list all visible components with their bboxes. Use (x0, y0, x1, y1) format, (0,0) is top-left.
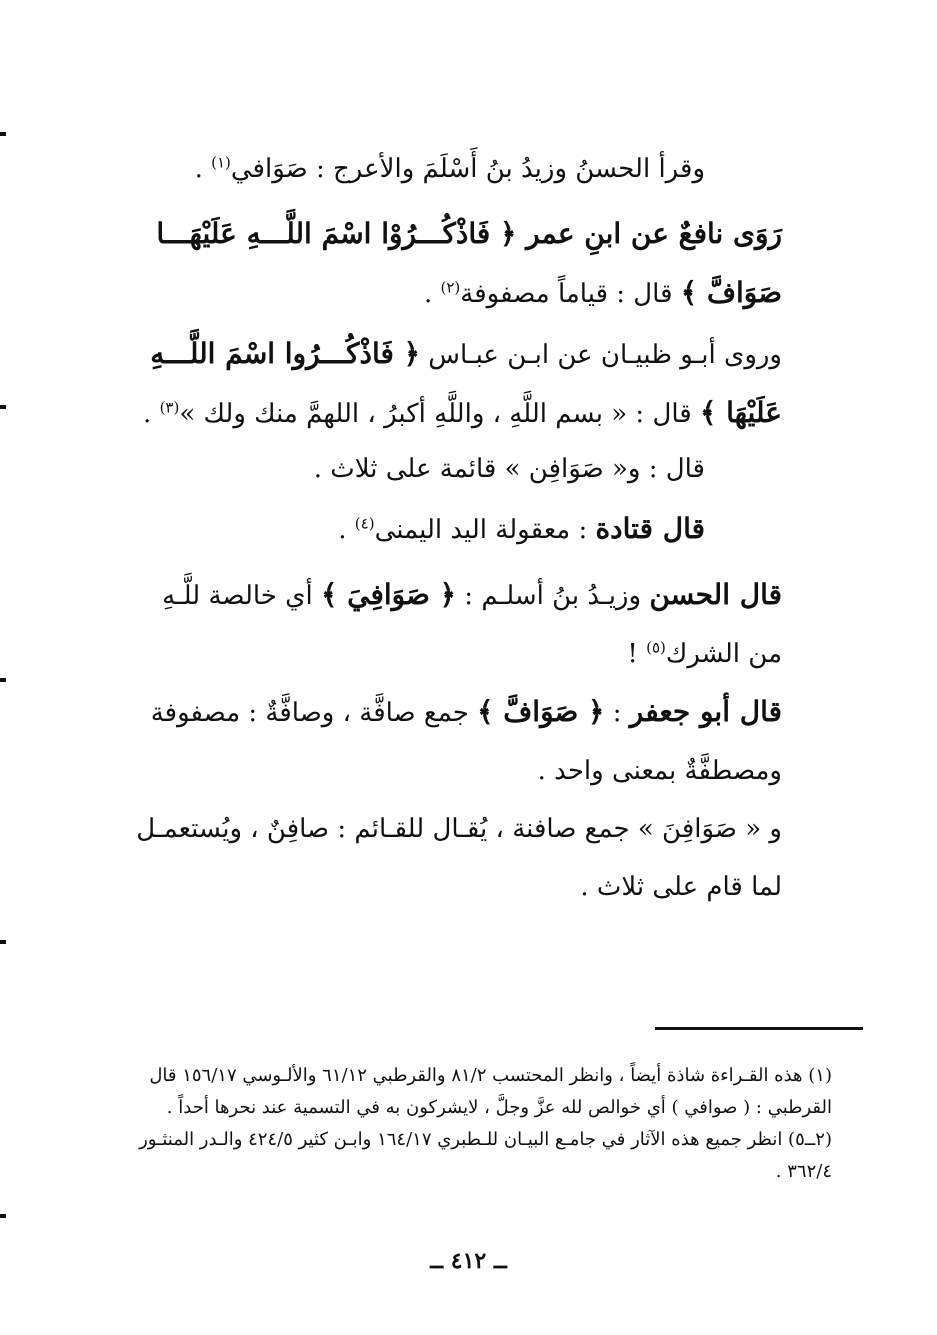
bold-text: قال قتادة (595, 512, 705, 545)
text-line (235, 440, 705, 498)
text-run: قال : « بسم اللَّهِ ، واللَّهِ أكبرُ ، اللهمَّ منك ولك » (179, 399, 700, 429)
text-run: ! (627, 639, 647, 669)
bold-text: صَوَافَّ ﴾ (680, 276, 782, 309)
bold-text: ﴿ صَوَافَّ ﴾ (477, 695, 605, 728)
footnote-ref: (٣) (159, 398, 180, 417)
bold-text: عَلَيْهَا ﴾ (699, 396, 782, 429)
margin-mark (0, 132, 6, 136)
text-run: وقرأ الحسنُ وزيدُ بنُ أَسْلَمَ والأعرج : صَوَافي (230, 154, 705, 184)
text-run: من الشرك (665, 639, 782, 669)
margin-mark (0, 405, 6, 409)
text-run: لما قام على ثلاث . (580, 872, 782, 902)
paragraph (143, 325, 782, 443)
footnote-ref: (٢) (440, 278, 461, 297)
text-line (152, 625, 782, 683)
text-run: : معقولة اليد اليمنى (374, 515, 596, 545)
text-run: جمع صافَّة ، وصافَّةٌ : مصفوفة (150, 698, 478, 728)
footnote-ref: (٥) (646, 638, 666, 657)
footnote-line: (١) هذه القـراءة شاذة أيضاً ، وانظر المحتسب ٨١/٢ والقرطبي ٦١/١٢ والألـوسي ١٥٦/١٧ قال (149, 1065, 832, 1086)
bold-text: ﴿ فَاذْكُـــرُوا اسْمَ اللَّـــهِ (150, 337, 421, 370)
text-line (152, 264, 782, 323)
paragraph (152, 205, 782, 323)
text-line (152, 683, 782, 742)
text-run: و « صَوَافِنَ » جمع صافنة ، يُقـال للقـائم : صافِنٌ ، ويُستعمـل (136, 814, 782, 844)
margin-mark (0, 940, 6, 944)
footnote-line: القرطبي : ( صوافي ) أي خوالص لله عزَّ وجلَّ ، لايشركون به في التسمية عند نحرها أحداً . (166, 1097, 832, 1118)
footnote-ref: (١) (211, 153, 231, 172)
text-run: قال : و« صَوَافِن » قائمة على ثلاث . (313, 454, 705, 484)
paragraph (235, 500, 705, 559)
bold-text: رَوَى نافعٌ عن ابنِ عمر ﴿ فَاذْكُـــرُوْا اسْمَ اللَّـــهِ عَلَيْهَـــا (156, 217, 782, 250)
text-line (152, 325, 782, 384)
text-line (152, 566, 782, 625)
text-run: قال : قياماً مصفوفة (460, 279, 681, 309)
text-run: ومصطفَّةٌ بمعنى واحد . (537, 756, 782, 786)
bold-text: قال الحسن (649, 578, 782, 611)
paragraph (136, 800, 782, 916)
paragraph (152, 566, 782, 683)
text-run: . (194, 154, 212, 184)
text-line (152, 205, 782, 264)
paragraph (152, 683, 782, 800)
text-run: أي خالصة للَّـهِ (162, 581, 321, 611)
text-line (235, 500, 705, 559)
text-run: وزيـدُ بنُ أسلـم : (456, 581, 650, 611)
footnote-line: (٢ــ٥) انظر جميع هذه الآثار في جامـع البيـان للـطبري ١٦٤/١٧ وابـن كثير ٤٢٤/٥ والـدر المنثـور (139, 1129, 832, 1150)
text-line (136, 800, 782, 858)
text-run: . (143, 399, 160, 429)
text-run: وروى أبـو ظبيـان عن ابـن عبـاس (420, 340, 782, 370)
text-line (194, 140, 705, 198)
bold-text: قال أبو جعفر (629, 695, 782, 728)
text-run: . (423, 279, 441, 309)
text-line (152, 858, 782, 916)
text-run: : (604, 698, 630, 728)
page-number: ــ ٤١٢ ــ (430, 1248, 507, 1274)
footnote-line: ٣٦٢/٤ . (775, 1161, 832, 1182)
paragraph (235, 440, 705, 498)
text-run: . (338, 515, 355, 545)
footnote-ref: (٤) (354, 514, 375, 533)
footnote-separator (655, 1027, 863, 1030)
bold-text: ﴿ صَوَافِيَ ﴾ (320, 578, 457, 611)
text-line (152, 742, 782, 800)
text-line (143, 384, 782, 443)
footnote (80, 1060, 832, 1124)
margin-mark (0, 1214, 6, 1218)
margin-mark (0, 678, 6, 682)
footnote (80, 1124, 832, 1188)
paragraph (194, 140, 705, 198)
